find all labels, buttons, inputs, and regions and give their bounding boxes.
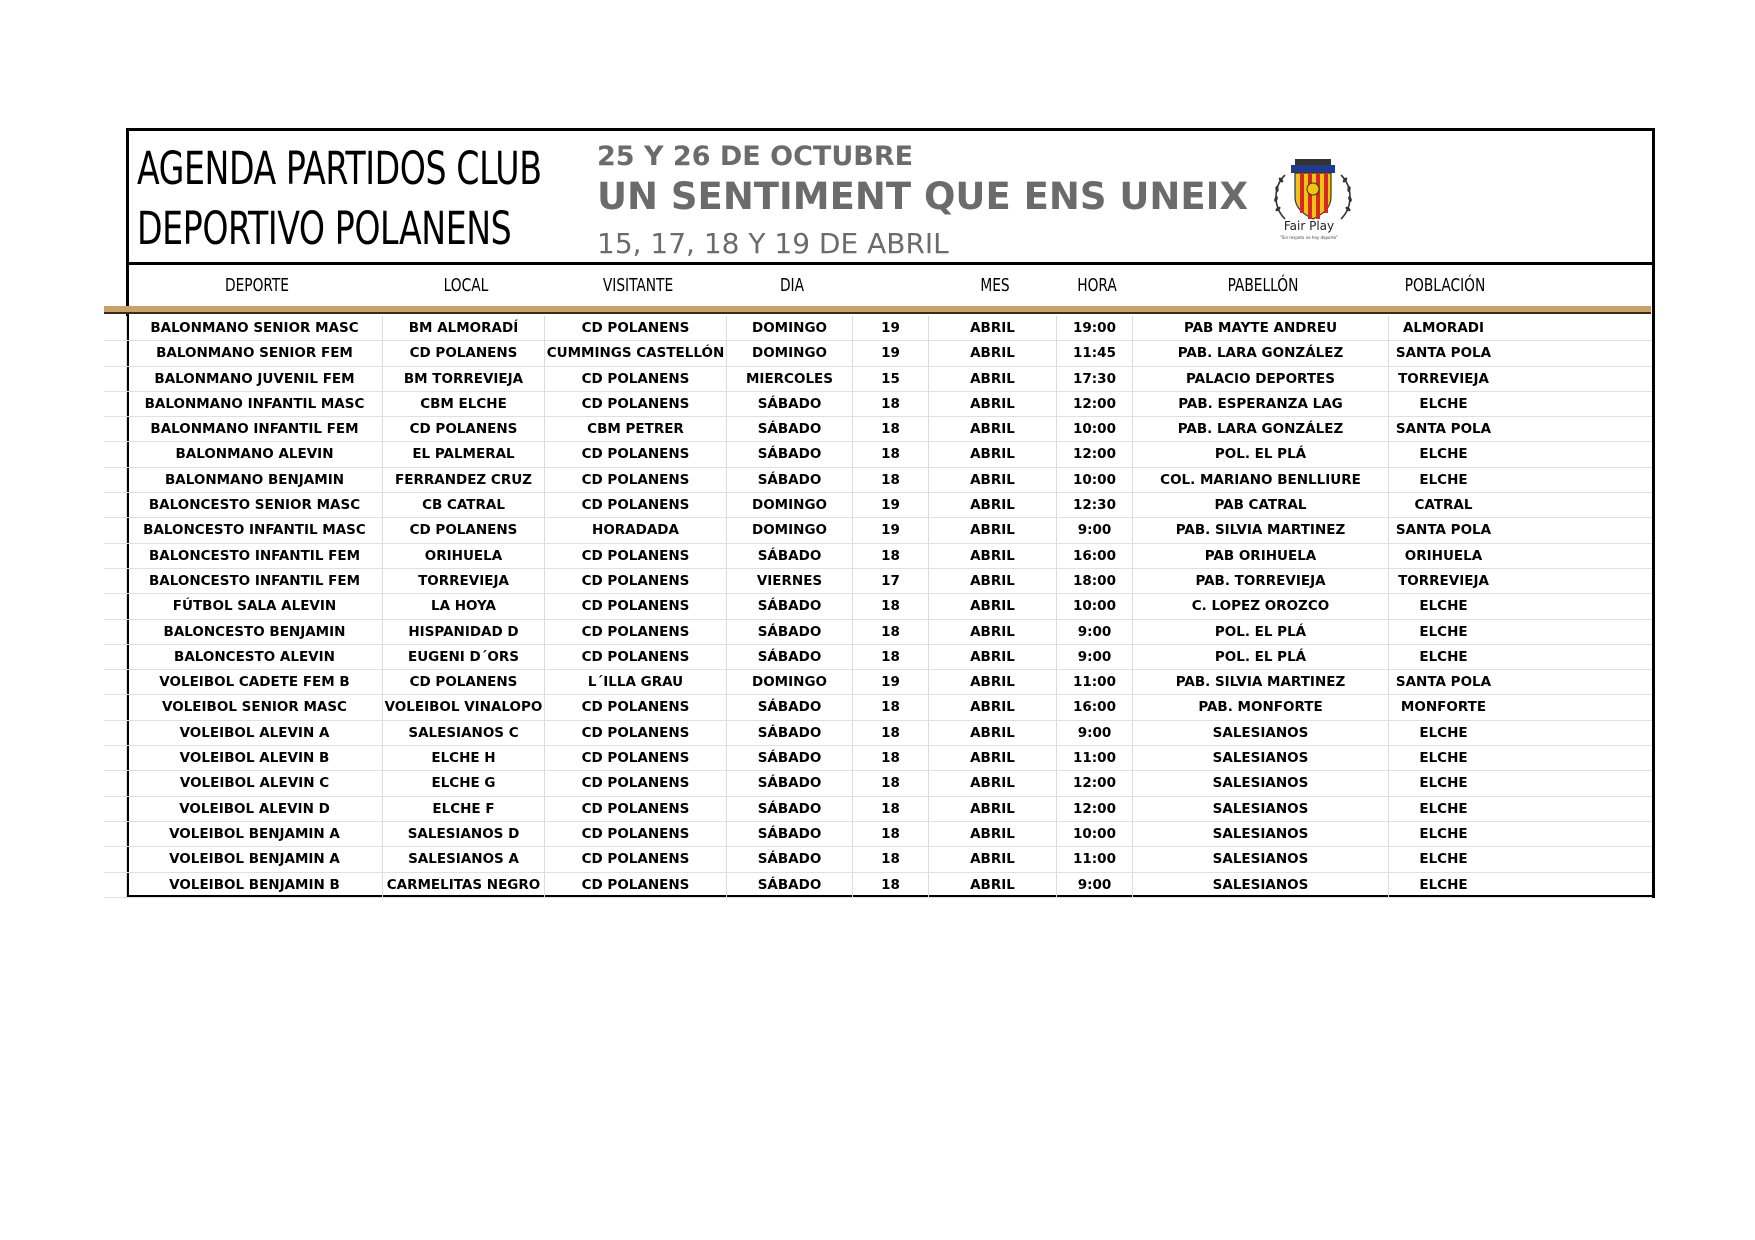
- cell-local: SALESIANOS D: [382, 822, 544, 847]
- cell-poblacion: ELCHE: [1388, 873, 1498, 898]
- logo-subcaption: "Sin respeto no hay deporte": [1279, 235, 1339, 240]
- club-motto: UN SENTIMENT QUE ENS UNEIX: [597, 175, 1248, 218]
- cell-dia: SÁBADO: [726, 746, 852, 771]
- cell-local: BM ALMORADÍ: [382, 316, 544, 341]
- cell-day-number: 19: [852, 493, 928, 518]
- cell-dia: SÁBADO: [726, 797, 852, 822]
- cell-pabellon: SALESIANOS: [1132, 721, 1388, 746]
- cell-pabellon: SALESIANOS: [1132, 873, 1388, 898]
- cell-pabellon: POL. EL PLÁ: [1132, 442, 1388, 467]
- cell-poblacion: ELCHE: [1388, 442, 1498, 467]
- cell-local: ELCHE G: [382, 771, 544, 796]
- cell-dia: SÁBADO: [726, 620, 852, 645]
- cell-visitante: CD POLANENS: [544, 847, 726, 872]
- table-row: [104, 847, 1652, 872]
- cell-deporte: VOLEIBOL ALEVIN A: [126, 721, 382, 746]
- table-row: [104, 493, 1652, 518]
- cell-pabellon: PAB. TORREVIEJA: [1132, 569, 1388, 594]
- cell-day-number: 18: [852, 721, 928, 746]
- cell-visitante: CD POLANENS: [544, 620, 726, 645]
- cell-deporte: VOLEIBOL BENJAMIN A: [126, 847, 382, 872]
- cell-mes: ABRIL: [928, 392, 1056, 417]
- cell-day-number: 18: [852, 771, 928, 796]
- table-row: [104, 392, 1652, 417]
- cell-mes: ABRIL: [928, 417, 1056, 442]
- cell-local: ELCHE H: [382, 746, 544, 771]
- cell-poblacion: TORREVIEJA: [1388, 569, 1498, 594]
- cell-deporte: BALONCESTO SENIOR MASC: [126, 493, 382, 518]
- col-header-deporte: DEPORTE: [225, 275, 289, 296]
- table-row: [104, 771, 1652, 796]
- cell-local: CB CATRAL: [382, 493, 544, 518]
- cell-hora: 19:00: [1056, 316, 1132, 341]
- cell-day-number: 18: [852, 695, 928, 720]
- cell-mes: ABRIL: [928, 620, 1056, 645]
- cell-deporte: BALONMANO SENIOR MASC: [126, 316, 382, 341]
- cell-dia: SÁBADO: [726, 392, 852, 417]
- cell-deporte: BALONCESTO INFANTIL FEM: [126, 569, 382, 594]
- cell-day-number: 18: [852, 847, 928, 872]
- cell-deporte: BALONMANO INFANTIL MASC: [126, 392, 382, 417]
- cell-local: FERRANDEZ CRUZ: [382, 468, 544, 493]
- cell-local: HISPANIDAD D: [382, 620, 544, 645]
- cell-hora: 10:00: [1056, 417, 1132, 442]
- table-row: [104, 670, 1652, 695]
- title-line-2: DEPORTIVO POLANENS: [137, 202, 512, 255]
- cell-hora: 9:00: [1056, 873, 1132, 898]
- table-row: [104, 544, 1652, 569]
- cell-visitante: CD POLANENS: [544, 544, 726, 569]
- cell-dia: MIERCOLES: [726, 367, 852, 392]
- col-header-hora: HORA: [1077, 275, 1117, 296]
- cell-hora: 10:00: [1056, 594, 1132, 619]
- cell-mes: ABRIL: [928, 695, 1056, 720]
- column-header-row: [129, 265, 1652, 307]
- cell-mes: ABRIL: [928, 341, 1056, 366]
- col-header-dia: DIA: [779, 275, 805, 296]
- cell-pabellon: PAB CATRAL: [1132, 493, 1388, 518]
- cell-local: TORREVIEJA: [382, 569, 544, 594]
- cell-hora: 9:00: [1056, 721, 1132, 746]
- cell-pabellon: PAB. SILVIA MARTINEZ: [1132, 518, 1388, 543]
- table-row: [104, 518, 1652, 543]
- cell-day-number: 18: [852, 873, 928, 898]
- cell-visitante: CD POLANENS: [544, 392, 726, 417]
- cell-dia: DOMINGO: [726, 341, 852, 366]
- table-row: [104, 873, 1652, 898]
- cell-mes: ABRIL: [928, 518, 1056, 543]
- cell-poblacion: ELCHE: [1388, 822, 1498, 847]
- cell-deporte: VOLEIBOL CADETE FEM B: [126, 670, 382, 695]
- cell-dia: SÁBADO: [726, 417, 852, 442]
- cell-mes: ABRIL: [928, 771, 1056, 796]
- cell-deporte: BALONCESTO INFANTIL FEM: [126, 544, 382, 569]
- cell-dia: DOMINGO: [726, 670, 852, 695]
- cell-dia: DOMINGO: [726, 518, 852, 543]
- cell-visitante: CUMMINGS CASTELLÓN: [544, 341, 726, 366]
- table-row: [104, 797, 1652, 822]
- cell-poblacion: SANTA POLA: [1388, 670, 1498, 695]
- cell-pabellon: SALESIANOS: [1132, 847, 1388, 872]
- cell-pabellon: SALESIANOS: [1132, 797, 1388, 822]
- cell-poblacion: ELCHE: [1388, 797, 1498, 822]
- cell-poblacion: ELCHE: [1388, 721, 1498, 746]
- table-row: [104, 316, 1652, 341]
- cell-day-number: 18: [852, 468, 928, 493]
- cell-visitante: CD POLANENS: [544, 695, 726, 720]
- cell-pabellon: SALESIANOS: [1132, 771, 1388, 796]
- title-line-1: AGENDA PARTIDOS CLUB: [137, 142, 542, 195]
- cell-hora: 16:00: [1056, 695, 1132, 720]
- col-header-pabellon: PABELLÓN: [1227, 275, 1299, 296]
- cell-day-number: 19: [852, 518, 928, 543]
- cell-pabellon: PAB. LARA GONZÁLEZ: [1132, 417, 1388, 442]
- cell-poblacion: ELCHE: [1388, 847, 1498, 872]
- cell-deporte: VOLEIBOL SENIOR MASC: [126, 695, 382, 720]
- cell-deporte: VOLEIBOL BENJAMIN B: [126, 873, 382, 898]
- cell-visitante: CD POLANENS: [544, 873, 726, 898]
- cell-local: BM TORREVIEJA: [382, 367, 544, 392]
- cell-dia: SÁBADO: [726, 645, 852, 670]
- cell-day-number: 18: [852, 797, 928, 822]
- cell-local: CARMELITAS NEGRO: [382, 873, 544, 898]
- cell-local: CD POLANENS: [382, 341, 544, 366]
- cell-local: EL PALMERAL: [382, 442, 544, 467]
- cell-hora: 11:45: [1056, 341, 1132, 366]
- cell-visitante: CD POLANENS: [544, 594, 726, 619]
- cell-pabellon: PAB. SILVIA MARTINEZ: [1132, 670, 1388, 695]
- cell-dia: SÁBADO: [726, 442, 852, 467]
- cell-visitante: CD POLANENS: [544, 645, 726, 670]
- cell-poblacion: SANTA POLA: [1388, 417, 1498, 442]
- cell-dia: DOMINGO: [726, 316, 852, 341]
- cell-day-number: 18: [852, 645, 928, 670]
- col-header-poblacion: POBLACIÓN: [1404, 275, 1486, 296]
- cell-deporte: FÚTBOL SALA ALEVIN: [126, 594, 382, 619]
- cell-mes: ABRIL: [928, 721, 1056, 746]
- cell-poblacion: ELCHE: [1388, 468, 1498, 493]
- col-header-mes: MES: [980, 275, 1010, 296]
- table-row: [104, 645, 1652, 670]
- cell-dia: SÁBADO: [726, 771, 852, 796]
- cell-pabellon: PALACIO DEPORTES: [1132, 367, 1388, 392]
- cell-dia: SÁBADO: [726, 721, 852, 746]
- cell-poblacion: CATRAL: [1388, 493, 1498, 518]
- cell-local: SALESIANOS C: [382, 721, 544, 746]
- cell-poblacion: ELCHE: [1388, 771, 1498, 796]
- cell-local: LA HOYA: [382, 594, 544, 619]
- cell-pabellon: COL. MARIANO BENLLIURE: [1132, 468, 1388, 493]
- cell-deporte: BALONMANO SENIOR FEM: [126, 341, 382, 366]
- cell-deporte: BALONMANO BENJAMIN: [126, 468, 382, 493]
- cell-hora: 11:00: [1056, 746, 1132, 771]
- cell-pabellon: POL. EL PLÁ: [1132, 645, 1388, 670]
- cell-pabellon: POL. EL PLÁ: [1132, 620, 1388, 645]
- cell-day-number: 18: [852, 417, 928, 442]
- cell-dia: SÁBADO: [726, 695, 852, 720]
- cell-hora: 12:00: [1056, 392, 1132, 417]
- cell-mes: ABRIL: [928, 367, 1056, 392]
- cell-mes: ABRIL: [928, 544, 1056, 569]
- cell-poblacion: ELCHE: [1388, 620, 1498, 645]
- cell-hora: 9:00: [1056, 620, 1132, 645]
- cell-mes: ABRIL: [928, 569, 1056, 594]
- cell-local: CD POLANENS: [382, 670, 544, 695]
- cell-pabellon: PAB. LARA GONZÁLEZ: [1132, 341, 1388, 366]
- cell-dia: DOMINGO: [726, 493, 852, 518]
- page-title: [137, 139, 542, 259]
- table-row: [104, 594, 1652, 619]
- cell-day-number: 18: [852, 822, 928, 847]
- cell-poblacion: ELCHE: [1388, 392, 1498, 417]
- cell-visitante: CD POLANENS: [544, 468, 726, 493]
- cell-day-number: 18: [852, 594, 928, 619]
- cell-visitante: CD POLANENS: [544, 493, 726, 518]
- cell-hora: 12:00: [1056, 442, 1132, 467]
- cell-day-number: 18: [852, 746, 928, 771]
- cell-visitante: HORADADA: [544, 518, 726, 543]
- cell-local: CD POLANENS: [382, 518, 544, 543]
- col-header-visitante: VISITANTE: [602, 275, 674, 296]
- cell-pabellon: SALESIANOS: [1132, 822, 1388, 847]
- accent-divider-shadow: [104, 312, 1651, 314]
- cell-poblacion: ELCHE: [1388, 594, 1498, 619]
- table-row: [104, 468, 1652, 493]
- cell-day-number: 19: [852, 341, 928, 366]
- cell-poblacion: MONFORTE: [1388, 695, 1498, 720]
- cell-hora: 17:30: [1056, 367, 1132, 392]
- cell-deporte: VOLEIBOL BENJAMIN A: [126, 822, 382, 847]
- cell-mes: ABRIL: [928, 594, 1056, 619]
- table-row: [104, 695, 1652, 720]
- cell-visitante: CD POLANENS: [544, 746, 726, 771]
- cell-poblacion: SANTA POLA: [1388, 518, 1498, 543]
- cell-poblacion: ELCHE: [1388, 746, 1498, 771]
- cell-deporte: VOLEIBOL ALEVIN B: [126, 746, 382, 771]
- cell-deporte: BALONMANO JUVENIL FEM: [126, 367, 382, 392]
- cell-mes: ABRIL: [928, 442, 1056, 467]
- cell-visitante: CD POLANENS: [544, 367, 726, 392]
- cell-visitante: L´ILLA GRAU: [544, 670, 726, 695]
- cell-hora: 10:00: [1056, 468, 1132, 493]
- cell-mes: ABRIL: [928, 670, 1056, 695]
- cell-day-number: 18: [852, 392, 928, 417]
- cell-hora: 10:00: [1056, 822, 1132, 847]
- logo-caption: Fair Play: [1283, 219, 1335, 233]
- cell-pabellon: PAB. ESPERANZA LAG: [1132, 392, 1388, 417]
- cell-mes: ABRIL: [928, 493, 1056, 518]
- cell-local: ELCHE F: [382, 797, 544, 822]
- cell-visitante: CD POLANENS: [544, 442, 726, 467]
- cell-pabellon: PAB. MONFORTE: [1132, 695, 1388, 720]
- cell-pabellon: SALESIANOS: [1132, 746, 1388, 771]
- cell-deporte: BALONCESTO BENJAMIN: [126, 620, 382, 645]
- cell-day-number: 19: [852, 670, 928, 695]
- table-row: [104, 822, 1652, 847]
- cell-local: VOLEIBOL VINALOPO: [382, 695, 544, 720]
- cell-local: CD POLANENS: [382, 417, 544, 442]
- cell-visitante: CD POLANENS: [544, 569, 726, 594]
- cell-hora: 9:00: [1056, 518, 1132, 543]
- cell-dia: SÁBADO: [726, 873, 852, 898]
- cell-day-number: 17: [852, 569, 928, 594]
- cell-day-number: 19: [852, 316, 928, 341]
- cell-dia: SÁBADO: [726, 594, 852, 619]
- cell-day-number: 18: [852, 620, 928, 645]
- table-row: [104, 417, 1652, 442]
- cell-visitante: CBM PETRER: [544, 417, 726, 442]
- cell-mes: ABRIL: [928, 797, 1056, 822]
- cell-local: CBM ELCHE: [382, 392, 544, 417]
- cell-poblacion: TORREVIEJA: [1388, 367, 1498, 392]
- table-row: [104, 341, 1652, 366]
- cell-mes: ABRIL: [928, 645, 1056, 670]
- date-top: 25 Y 26 DE OCTUBRE: [597, 141, 914, 172]
- table-row: [104, 367, 1652, 392]
- cell-dia: SÁBADO: [726, 847, 852, 872]
- cell-deporte: VOLEIBOL ALEVIN D: [126, 797, 382, 822]
- cell-hora: 11:00: [1056, 670, 1132, 695]
- cell-deporte: BALONMANO ALEVIN: [126, 442, 382, 467]
- cell-deporte: BALONCESTO INFANTIL MASC: [126, 518, 382, 543]
- cell-poblacion: ORIHUELA: [1388, 544, 1498, 569]
- cell-mes: ABRIL: [928, 746, 1056, 771]
- cell-mes: ABRIL: [928, 316, 1056, 341]
- cell-poblacion: SANTA POLA: [1388, 341, 1498, 366]
- cell-hora: 11:00: [1056, 847, 1132, 872]
- table-row: [104, 442, 1652, 467]
- cell-dia: SÁBADO: [726, 544, 852, 569]
- match-table: [104, 316, 1652, 898]
- table-row: [104, 746, 1652, 771]
- cell-local: SALESIANOS A: [382, 847, 544, 872]
- cell-day-number: 15: [852, 367, 928, 392]
- sheet-header: [129, 131, 1652, 265]
- cell-mes: ABRIL: [928, 847, 1056, 872]
- cell-visitante: CD POLANENS: [544, 822, 726, 847]
- cell-mes: ABRIL: [928, 468, 1056, 493]
- cell-mes: ABRIL: [928, 822, 1056, 847]
- cell-deporte: BALONMANO INFANTIL FEM: [126, 417, 382, 442]
- table-row: [104, 620, 1652, 645]
- cell-local: EUGENI D´ORS: [382, 645, 544, 670]
- cell-day-number: 18: [852, 442, 928, 467]
- cell-hora: 12:30: [1056, 493, 1132, 518]
- cell-hora: 9:00: [1056, 645, 1132, 670]
- cell-pabellon: C. LOPEZ OROZCO: [1132, 594, 1388, 619]
- cell-poblacion: ELCHE: [1388, 645, 1498, 670]
- cell-visitante: CD POLANENS: [544, 797, 726, 822]
- cell-dia: VIERNES: [726, 569, 852, 594]
- cell-dia: SÁBADO: [726, 822, 852, 847]
- cell-hora: 12:00: [1056, 771, 1132, 796]
- cell-visitante: CD POLANENS: [544, 721, 726, 746]
- table-row: [104, 721, 1652, 746]
- cell-day-number: 18: [852, 544, 928, 569]
- cell-deporte: BALONCESTO ALEVIN: [126, 645, 382, 670]
- cell-pabellon: PAB ORIHUELA: [1132, 544, 1388, 569]
- cell-poblacion: ALMORADI: [1388, 316, 1498, 341]
- cell-visitante: CD POLANENS: [544, 771, 726, 796]
- cell-hora: 18:00: [1056, 569, 1132, 594]
- cell-visitante: CD POLANENS: [544, 316, 726, 341]
- date-bottom: 15, 17, 18 Y 19 DE ABRIL: [597, 227, 949, 260]
- cell-hora: 16:00: [1056, 544, 1132, 569]
- cell-hora: 12:00: [1056, 797, 1132, 822]
- cell-pabellon: PAB MAYTE ANDREU: [1132, 316, 1388, 341]
- table-row: [104, 569, 1652, 594]
- cell-mes: ABRIL: [928, 873, 1056, 898]
- cell-deporte: VOLEIBOL ALEVIN C: [126, 771, 382, 796]
- col-header-local: LOCAL: [443, 275, 489, 296]
- col-header-day-number: [861, 265, 926, 307]
- cell-local: ORIHUELA: [382, 544, 544, 569]
- cell-dia: SÁBADO: [726, 468, 852, 493]
